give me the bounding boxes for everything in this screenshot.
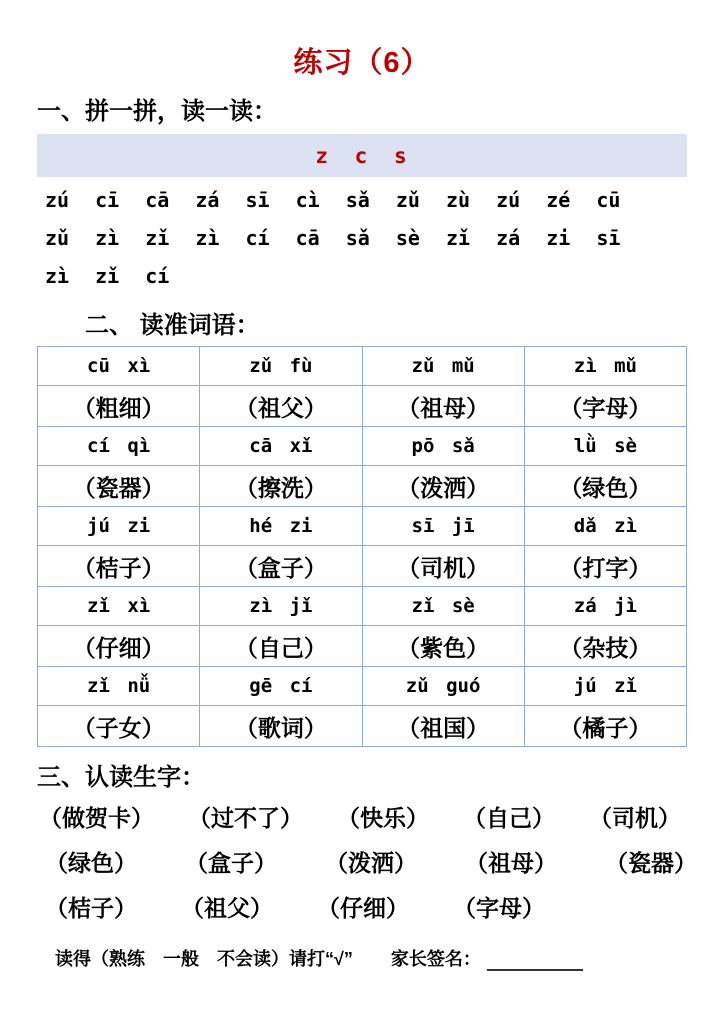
word-cell: （瓷器） (38, 466, 200, 507)
section1-heading: 一、拼一拼，读一读： (37, 98, 277, 125)
character-line (39, 841, 697, 886)
word-cell: （仔细） (38, 626, 200, 667)
pinyin-cell: zá jì (524, 587, 686, 626)
table-row (38, 427, 687, 466)
word-table (37, 346, 687, 747)
character-word: （盒子） (185, 850, 277, 876)
table-row (38, 507, 687, 546)
character-line (39, 796, 687, 841)
pinyin-line: zì zǐ cí (45, 264, 170, 288)
word-cell: （司机） (362, 546, 524, 587)
word-cell: （自己） (200, 626, 362, 667)
word-cell: （粗细） (38, 386, 200, 427)
table-row (38, 386, 687, 427)
pinyin-cell: hé zi (200, 507, 362, 546)
initials-banner (37, 134, 687, 177)
character-word: （瓷器） (605, 850, 697, 876)
word-cell: （盒子） (200, 546, 362, 587)
character-word: （仔细） (317, 895, 409, 921)
word-cell: （杂技） (524, 626, 686, 667)
word-cell: （子女） (38, 706, 200, 747)
word-cell: （绿色） (524, 466, 686, 507)
character-word: （做贺卡） (39, 805, 154, 831)
banner-label: z c s (315, 143, 409, 168)
word-cell: （紫色） (362, 626, 524, 667)
word-cell: （泼洒） (362, 466, 524, 507)
character-word: （泼洒） (325, 850, 417, 876)
pinyin-cell: zǐ sè (362, 587, 524, 626)
pinyin-cell: cí qì (38, 427, 200, 466)
pinyin-cell: jú zi (38, 507, 200, 546)
signature-label: 家长签名： (390, 949, 481, 969)
section2-heading: 二、 读准词语： (85, 312, 260, 339)
section3-heading: 三、认读生字： (37, 764, 205, 791)
pinyin-practice-block (37, 177, 687, 297)
table-row (38, 466, 687, 507)
character-word: （司机） (589, 805, 681, 831)
word-cell: （歌词） (200, 706, 362, 747)
table-row (38, 347, 687, 386)
character-word: （过不了） (188, 805, 303, 831)
character-reading-block (37, 796, 697, 931)
character-word: （桔子） (45, 895, 137, 921)
word-cell: （祖母） (362, 386, 524, 427)
table-row (38, 626, 687, 667)
pinyin-cell: sī jī (362, 507, 524, 546)
table-row (38, 587, 687, 626)
table-row (38, 706, 687, 747)
footer-prompt: 读得（熟练 一般 不会读）请打“√” (55, 949, 353, 969)
pinyin-cell: zǔ mǔ (362, 347, 524, 386)
word-cell: （橘子） (524, 706, 686, 747)
character-word: （祖父） (181, 895, 273, 921)
pinyin-cell: zì jǐ (200, 587, 362, 626)
page-title: 练习（6） (293, 47, 431, 79)
pinyin-cell: zǔ guó (362, 667, 524, 706)
pinyin-cell: cā xǐ (200, 427, 362, 466)
pinyin-cell: jú zǐ (524, 667, 686, 706)
pinyin-line: zú cī cā zá sī cì sǎ zǔ zù zú zé cū (45, 188, 621, 212)
pinyin-line: zǔ zì zǐ zì cí cā sǎ sè zǐ zá zi sī (45, 226, 621, 250)
table-row (38, 667, 687, 706)
word-cell: （祖国） (362, 706, 524, 747)
word-cell: （桔子） (38, 546, 200, 587)
word-cell: （擦洗） (200, 466, 362, 507)
character-line (39, 886, 687, 931)
word-cell: （字母） (524, 386, 686, 427)
character-word: （祖母） (465, 850, 557, 876)
pinyin-cell: zì mǔ (524, 347, 686, 386)
pinyin-cell: zǔ fù (200, 347, 362, 386)
character-word: （快乐） (337, 805, 429, 831)
character-word: （自己） (463, 805, 555, 831)
signature-blank-line (487, 949, 583, 971)
pinyin-cell: zǐ xì (38, 587, 200, 626)
footer-line (55, 945, 687, 971)
pinyin-cell: dǎ zì (524, 507, 686, 546)
word-cell: （祖父） (200, 386, 362, 427)
pinyin-cell: pō sǎ (362, 427, 524, 466)
table-row (38, 546, 687, 587)
character-word: （绿色） (45, 850, 137, 876)
character-word: （字母） (453, 895, 545, 921)
pinyin-cell: zǐ nǚ (38, 667, 200, 706)
pinyin-cell: gē cí (200, 667, 362, 706)
word-cell: （打字） (524, 546, 686, 587)
pinyin-cell: cū xì (38, 347, 200, 386)
pinyin-cell: lǜ sè (524, 427, 686, 466)
